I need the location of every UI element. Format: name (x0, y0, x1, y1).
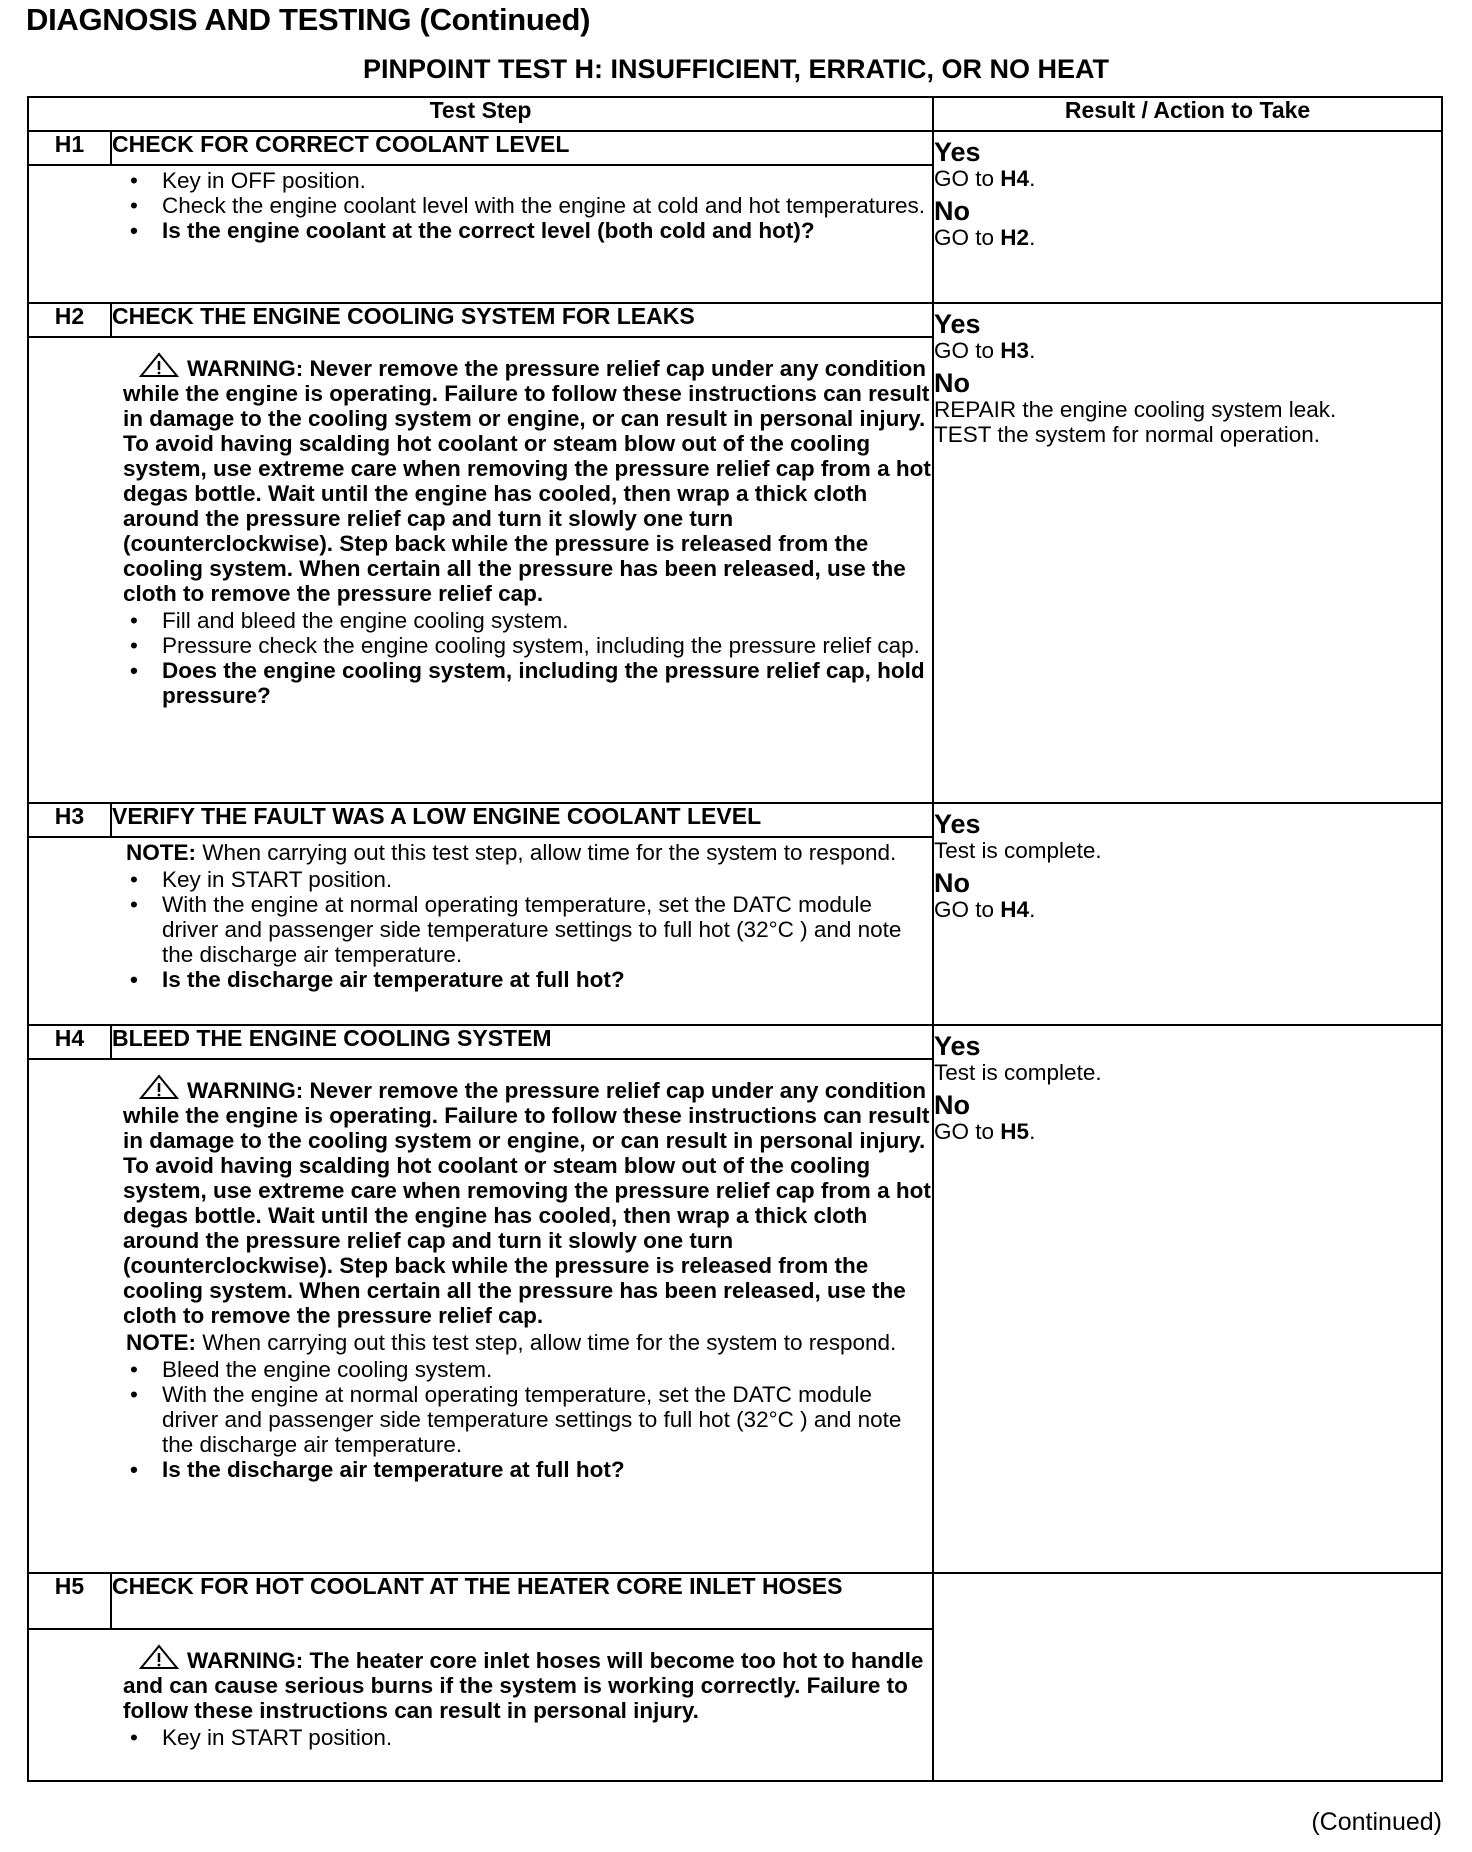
step-id: H2 (28, 303, 111, 337)
step-h1-body (28, 165, 933, 303)
step-title: VERIFY THE FAULT WAS A LOW ENGINE COOLANT LEVEL (111, 803, 933, 837)
warning-triangle-icon (139, 352, 179, 378)
step-bullet: • Key in START position. (126, 867, 932, 892)
warning-text: WARNING: Never remove the pressure relief cap under any condition while the engine is operating. Failure to follow these instructions can result in damage to the cooling system or engine, or can result in personal injury. To avoid having scalding hot coolant or steam blow out of the cooling system, use extreme care when removing the pressure relief cap from a hot degas bottle. Wait until the engine has cooled, then wrap a thick cloth around the pressure relief cap and turn it slowly one turn (counterclockwise). Step back while the pressure is released from the cooling system. When certain all the pressure has been released, use the cloth to remove the pressure relief cap. (123, 356, 931, 606)
pinpoint-test-table (27, 96, 1443, 1782)
yes-label: Yes (934, 309, 981, 339)
no-action-line: TEST the system for normal operation. (934, 422, 1321, 447)
step-reference: H3 (1000, 338, 1030, 363)
note-label: NOTE: (126, 1330, 196, 1355)
step-reference: H2 (1000, 225, 1030, 250)
step-bullet: • Key in OFF position. (126, 168, 932, 193)
step-bullet: • Bleed the engine cooling system. (126, 1357, 932, 1382)
yes-action: GO to H3. (934, 338, 1036, 363)
yes-action: GO to H4. (934, 166, 1036, 191)
step-bullet: • Key in START position. (126, 1725, 932, 1750)
no-label: No (934, 868, 971, 898)
step-id: H5 (28, 1573, 111, 1629)
step-h4-body (28, 1059, 933, 1573)
continued-label: (Continued) (1311, 1808, 1442, 1836)
step-h5-title-row (28, 1573, 1442, 1629)
no-label: No (934, 368, 971, 398)
step-bullet: • Check the engine coolant level with the engine at cold and hot temperatures. (126, 193, 932, 218)
no-label: No (934, 1090, 971, 1120)
step-h4-result (933, 1025, 1442, 1573)
step-title: CHECK FOR HOT COOLANT AT THE HEATER CORE INLET HOSES (111, 1573, 933, 1629)
step-h2-body (28, 337, 933, 803)
step-title: CHECK THE ENGINE COOLING SYSTEM FOR LEAKS (111, 303, 933, 337)
yes-action: Test is complete. (934, 838, 1102, 863)
warning-text: WARNING: The heater core inlet hoses will become too hot to handle and can cause serious burns if the system is working correctly. Failure to follow these instructions can result in personal injury. (123, 1648, 924, 1723)
no-label: No (934, 196, 971, 226)
step-reference: H4 (1000, 897, 1030, 922)
step-h4-title-row (28, 1025, 1442, 1059)
yes-label: Yes (934, 1031, 981, 1061)
warning-text: WARNING: Never remove the pressure relief cap under any condition while the engine is operating. Failure to follow these instructions can result in damage to the cooling system or engine, or can result in personal injury. To avoid having scalding hot coolant or steam blow out of the cooling system, use extreme care when removing the pressure relief cap from a hot degas bottle. Wait until the engine has cooled, then wrap a thick cloth around the pressure relief cap and turn it slowly one turn (counterclockwise). Step back while the pressure is released from the cooling system. When certain all the pressure has been released, use the cloth to remove the pressure relief cap. (123, 1078, 931, 1328)
yes-label: Yes (934, 137, 981, 167)
step-title: CHECK FOR CORRECT COOLANT LEVEL (111, 131, 933, 165)
step-h1-result (933, 131, 1442, 303)
warning-block (29, 352, 932, 606)
yes-label: Yes (934, 809, 981, 839)
no-action-line: REPAIR the engine cooling system leak. (934, 397, 1337, 422)
step-id: H3 (28, 803, 111, 837)
step-reference: H5 (1000, 1119, 1030, 1144)
step-id: H4 (28, 1025, 111, 1059)
result-header: Result / Action to Take (933, 97, 1442, 131)
step-h5-result (933, 1573, 1442, 1781)
note-block (29, 840, 932, 865)
step-question: • Is the engine coolant at the correct level (both cold and hot)? (126, 218, 932, 243)
note-block (29, 1330, 932, 1355)
warning-triangle-icon (139, 1644, 179, 1670)
step-bullet: • With the engine at normal operating temperature, set the DATC module driver and passenger side temperature settings to full hot (32°C ) and note the discharge air temperature. (126, 1382, 932, 1457)
warning-triangle-icon (139, 1074, 179, 1100)
page-heading: DIAGNOSIS AND TESTING (Continued) (26, 2, 591, 37)
warning-block (29, 1074, 932, 1328)
note-text: When carrying out this test step, allow time for the system to respond. (196, 1330, 897, 1355)
step-title: BLEED THE ENGINE COOLING SYSTEM (111, 1025, 933, 1059)
step-bullet: • Pressure check the engine cooling system, including the pressure relief cap. (126, 633, 932, 658)
step-h3-body (28, 837, 933, 1025)
note-text: When carrying out this test step, allow time for the system to respond. (196, 840, 897, 865)
step-h5-body (28, 1629, 933, 1781)
pinpoint-test-title: PINPOINT TEST H: INSUFFICIENT, ERRATIC, OR NO HEAT (362, 54, 1109, 84)
step-h1-title-row (28, 131, 1442, 165)
step-h2-result (933, 303, 1442, 803)
step-question: • Does the engine cooling system, including the pressure relief cap, hold pressure? (126, 658, 932, 708)
step-question: • Is the discharge air temperature at full hot? (126, 1457, 932, 1482)
step-question: • Is the discharge air temperature at full hot? (126, 967, 932, 992)
no-action: GO to H5. (934, 1119, 1036, 1144)
warning-block (29, 1644, 932, 1723)
step-id: H1 (28, 131, 111, 165)
step-h3-result (933, 803, 1442, 1025)
step-h3-title-row (28, 803, 1442, 837)
no-action: GO to H2. (934, 225, 1036, 250)
step-bullet: • Fill and bleed the engine cooling system. (126, 608, 932, 633)
step-bullet: • With the engine at normal operating temperature, set the DATC module driver and passenger side temperature settings to full hot (32°C ) and note the discharge air temperature. (126, 892, 932, 967)
test-step-header: Test Step (28, 97, 933, 131)
no-action: GO to H4. (934, 897, 1036, 922)
step-reference: H4 (1000, 166, 1030, 191)
note-label: NOTE: (126, 840, 196, 865)
step-h2-title-row (28, 303, 1442, 337)
yes-action: Test is complete. (934, 1060, 1102, 1085)
